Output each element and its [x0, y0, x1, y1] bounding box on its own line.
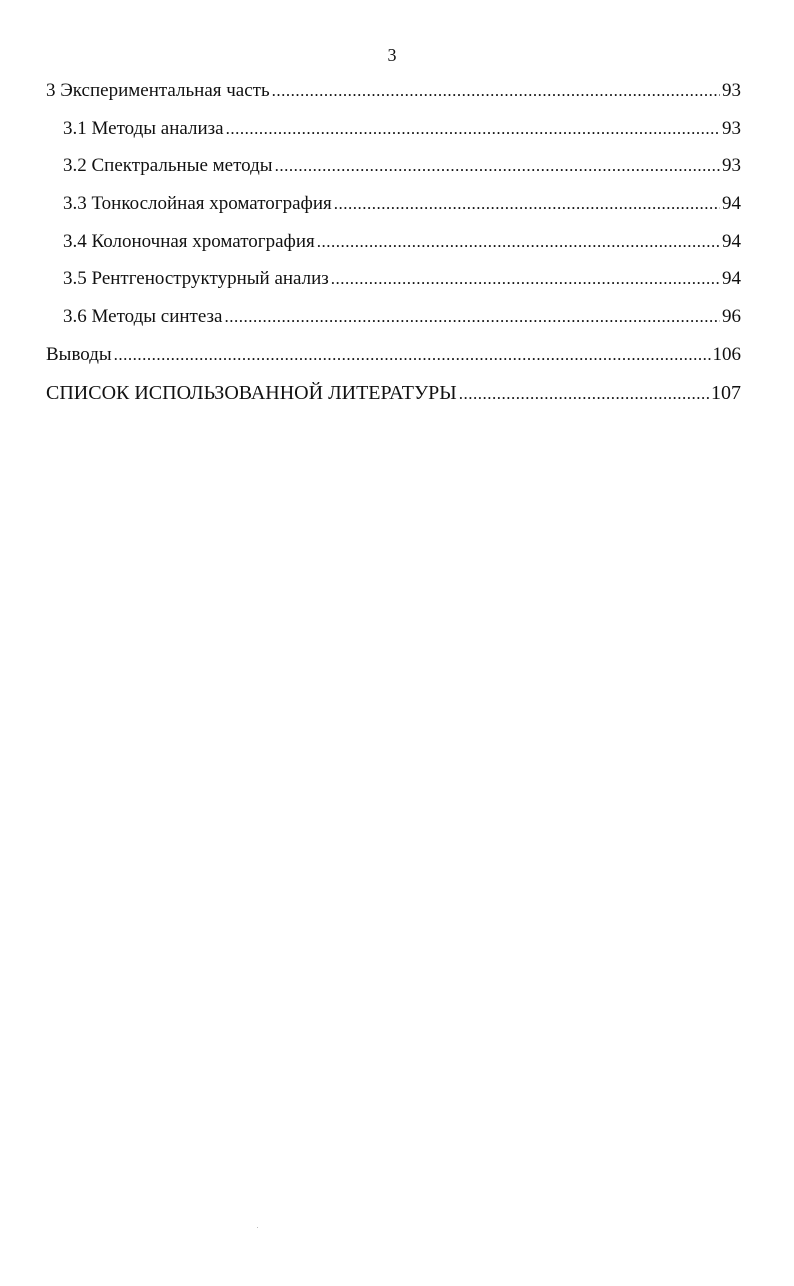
dot-leader [226, 116, 720, 142]
toc-entry-title: 3.6 Методы синтеза [63, 306, 223, 328]
dot-leader [114, 342, 711, 368]
toc-entry-x-ray-analysis [46, 266, 741, 304]
table-of-contents [46, 78, 741, 417]
toc-entry-references [46, 380, 741, 418]
dot-leader [272, 78, 720, 104]
scan-speck [257, 1227, 258, 1228]
toc-entry-title: 3.1 Методы анализа [63, 117, 224, 139]
dot-leader [224, 304, 720, 330]
toc-entry-page: 96 [722, 306, 741, 328]
toc-entry-title: СПИСОК ИСПОЛЬЗОВАННОЙ ЛИТЕРАТУРЫ [46, 381, 457, 404]
toc-entry-page: 106 [712, 343, 741, 365]
dot-leader [331, 266, 720, 292]
dot-leader [459, 380, 709, 407]
toc-entry-conclusions [46, 342, 741, 380]
toc-entry-page: 94 [722, 230, 741, 252]
toc-entry-title: 3.3 Тонкослойная хроматография [63, 193, 332, 215]
toc-entry-analysis-methods [46, 116, 741, 154]
toc-entry-experimental-part [46, 78, 741, 116]
toc-entry-synthesis-methods [46, 304, 741, 342]
toc-entry-spectral-methods [46, 153, 741, 191]
toc-entry-column-chromatography [46, 229, 741, 267]
toc-entry-page: 93 [722, 155, 741, 177]
dot-leader [334, 191, 720, 217]
toc-entry-page: 107 [711, 381, 741, 404]
toc-entry-title: 3.5 Рентгеноструктурный анализ [63, 268, 329, 290]
toc-entry-title: 3.2 Спектральные методы [63, 155, 273, 177]
toc-entry-title: Выводы [46, 343, 112, 365]
dot-leader [317, 229, 720, 255]
dot-leader [275, 153, 720, 179]
toc-entry-page: 93 [722, 117, 741, 139]
toc-entry-title: 3 Экспериментальная часть [46, 80, 270, 101]
toc-entry-page: 94 [722, 193, 741, 215]
toc-entry-page: 94 [722, 268, 741, 290]
page-number: 3 [387, 45, 397, 65]
toc-entry-title: 3.4 Колоночная хроматография [63, 230, 315, 252]
toc-entry-page: 93 [722, 80, 741, 101]
toc-entry-thin-layer-chromatography [46, 191, 741, 229]
